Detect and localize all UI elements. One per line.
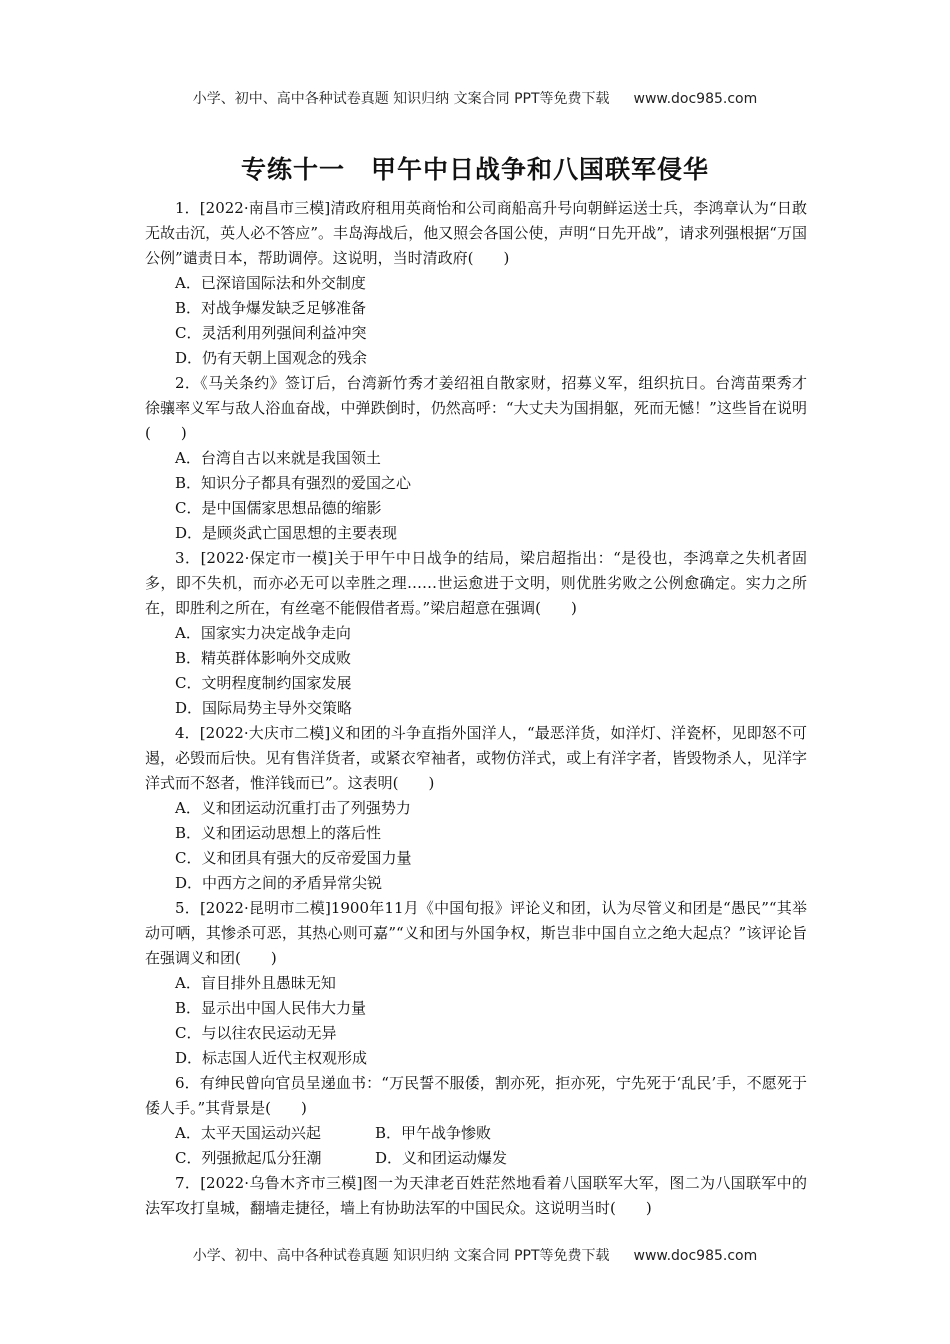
question-6-option-b: B．甲午战争惨败 xyxy=(375,1124,492,1142)
question-5-option-d: D．标志国人近代主权观形成 xyxy=(175,1049,368,1067)
question-5-option-a: A．盲目排外且愚昧无知 xyxy=(175,974,336,992)
question-4-stem: 4．[2022·大庆市二模]义和团的斗争直指外国洋人，“最恶洋货，如洋灯、洋瓷杯，见即怒不可遏，必毁而后快。见有售洋货者，或紧衣窄袖者，或物仿洋式，或上有洋字者，皆毁物杀人，见洋字洋式而不怒者，惟洋钱而已”。这表明( ) xyxy=(145,724,807,792)
footer-banner xyxy=(0,1245,950,1265)
header-banner xyxy=(0,88,950,108)
header-site-link[interactable]: www.doc985.com xyxy=(633,91,758,107)
question-3-option-d: D．国际局势主导外交策略 xyxy=(175,699,353,717)
question-1-option-a: A．已深谙国际法和外交制度 xyxy=(175,274,366,292)
header-banner-text: 小学、初中、高中各种试卷真题 知识归纳 文案合同 PPT等免费下载 xyxy=(192,91,610,107)
question-1-option-b: B．对战争爆发缺乏足够准备 xyxy=(175,299,367,317)
question-2-option-d: D．是顾炎武亡国思想的主要表现 xyxy=(175,524,398,542)
page-title: 专练十一 甲午中日战争和八国联军侵华 xyxy=(240,155,709,184)
question-6-option-a: A．太平天国运动兴起 xyxy=(175,1124,321,1142)
footer-site-link[interactable]: www.doc985.com xyxy=(633,1248,758,1264)
question-4-option-c: C．义和团具有强大的反帝爱国力量 xyxy=(175,849,412,867)
question-2-option-c: C．是中国儒家思想品德的缩影 xyxy=(175,499,382,517)
question-1-option-d: D．仍有天朝上国观念的残余 xyxy=(175,349,368,367)
question-6-option-d: D．义和团运动爆发 xyxy=(375,1149,508,1167)
question-3-stem: 3．[2022·保定市一模]关于甲午中日战争的结局，梁启超指出：“是役也，李鸿章之失机者固多，即不失机，而亦必无可以幸胜之理……世运愈进于文明，则优胜劣败之公例愈确定。实力之所在，即胜利之所在，有丝毫不能假借者焉。”梁启超意在强调( ) xyxy=(145,549,807,617)
question-6-stem: 6．有绅民曾向官员呈递血书：“万民誓不服倭，割亦死，拒亦死，宁先死于‘乱民’手，不愿死于倭人手。”其背景是( ) xyxy=(145,1074,807,1117)
question-1-option-c: C．灵活利用列强间利益冲突 xyxy=(175,324,367,342)
question-3-option-b: B．精英群体影响外交成败 xyxy=(175,649,352,667)
question-1-stem: 1．[2022·南昌市三模]清政府租用英商怡和公司商船高升号向朝鲜运送士兵，李鸿章认为“日敢无故击沉，英人必不答应”。丰岛海战后，他又照会各国公使，声明“日先开战”，请求列强根据“万国公例”谴责日本，帮助调停。这说明，当时清政府( ) xyxy=(145,199,807,267)
question-5-option-c: C．与以往农民运动无异 xyxy=(175,1024,337,1042)
question-5-option-b: B．显示出中国人民伟大力量 xyxy=(175,999,367,1017)
question-2-option-b: B．知识分子都具有强烈的爱国之心 xyxy=(175,474,412,492)
footer-banner-text: 小学、初中、高中各种试卷真题 知识归纳 文案合同 PPT等免费下载 xyxy=(192,1248,610,1264)
question-4-option-b: B．义和团运动思想上的落后性 xyxy=(175,824,382,842)
question-6-option-c: C．列强掀起瓜分狂潮 xyxy=(175,1149,322,1167)
question-2-option-a: A．台湾自古以来就是我国领土 xyxy=(175,449,381,467)
question-7-stem: 7．[2022·乌鲁木齐市三模]图一为天津老百姓茫然地看着八国联军大军，图二为八国联军中的法军攻打皇城，翻墙走捷径，墙上有协助法军的中国民众。这说明当时( ) xyxy=(145,1174,807,1217)
question-list xyxy=(145,196,807,1221)
question-6-options-row-1 xyxy=(145,1121,807,1146)
question-4-option-d: D．中西方之间的矛盾异常尖锐 xyxy=(175,874,383,892)
question-3-option-c: C．文明程度制约国家发展 xyxy=(175,674,352,692)
question-4-option-a: A．义和团运动沉重打击了列强势力 xyxy=(175,799,411,817)
question-3-option-a: A．国家实力决定战争走向 xyxy=(175,624,351,642)
question-6-options-row-2 xyxy=(145,1146,807,1171)
question-5-stem: 5．[2022·昆明市二模]1900年11月《中国旬报》评论义和团，认为尽管义和团是“愚民”“其举动可哂，其惨杀可恶，其热心则可嘉”“义和团与外国争权，斯岂非中国自立之绝大起点？”该评论旨在强调义和团( ) xyxy=(145,899,807,967)
question-2-stem: 2．《马关条约》签订后，台湾新竹秀才姜绍祖自散家财，招募义军，组织抗日。台湾苗栗秀才徐骧率义军与敌人浴血奋战，中弹跌倒时，仍然高呼：“大丈夫为国捐躯，死而无憾！”这些旨在说明( ) xyxy=(145,374,807,442)
